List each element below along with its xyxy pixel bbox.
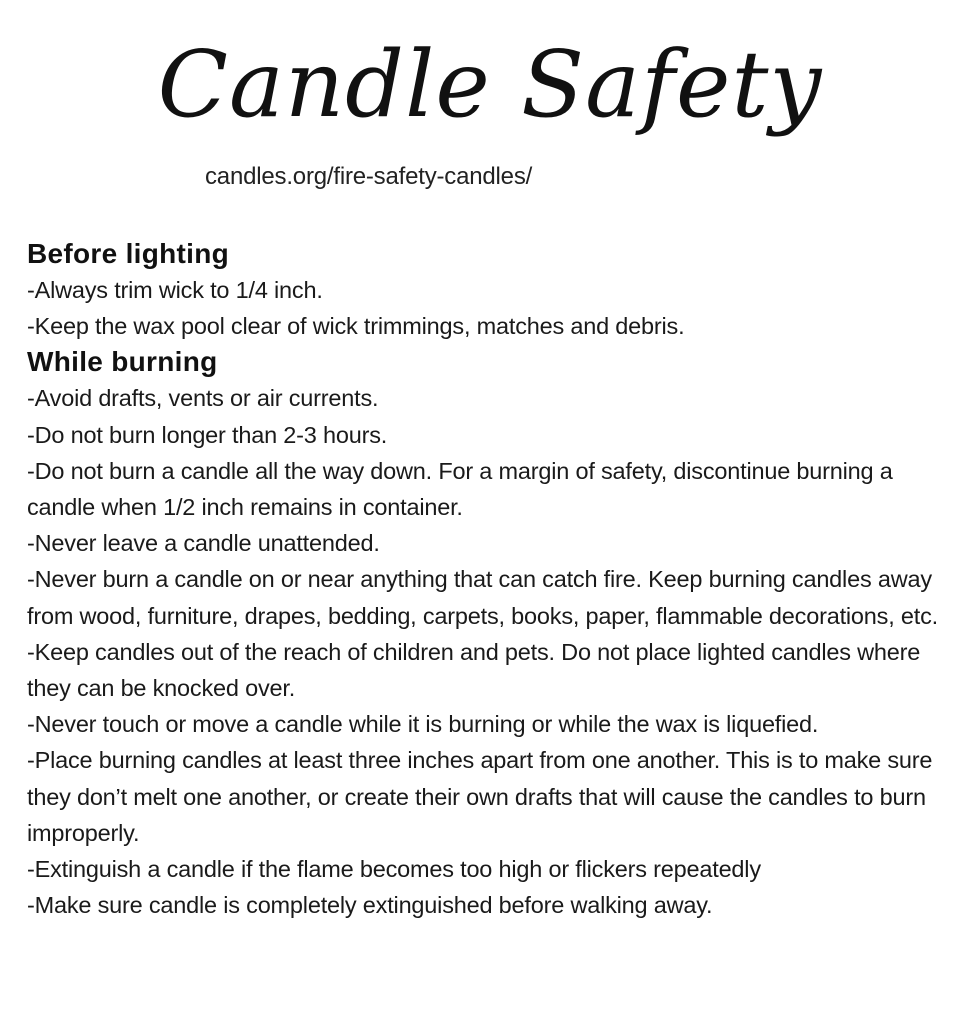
- list-item: -Extinguish a candle if the flame becomes too high or flickers repeatedly: [27, 856, 761, 883]
- list-item: -Make sure candle is completely extinguished before walking away.: [27, 892, 713, 919]
- list-item: -Never leave a candle unattended.: [27, 530, 380, 557]
- safety-content: [27, 236, 962, 923]
- section-while-burning: [27, 344, 962, 923]
- list-item: -Never burn a candle on or near anything that can catch fire. Keep burning candles away from wood, furniture, drapes, bedding, carpets, books, paper, flammable decorations, etc.: [27, 566, 938, 629]
- section-heading: Before lighting: [27, 238, 230, 269]
- list-item: -Keep candles out of the reach of children and pets. Do not place lighted candles where they can be knocked over.: [27, 638, 921, 702]
- section-heading: While burning: [27, 346, 218, 378]
- list-item: -Avoid drafts, vents or air currents.: [27, 385, 379, 412]
- list-item: -Place burning candles at least three inches apart from one another. This is to make sure they don’t melt one another, or create their own drafts that will cause the candles to burn improperly.: [27, 747, 933, 846]
- list-item: -Always trim wick to 1/4 inch.: [27, 277, 323, 303]
- list-item: -Never touch or move a candle while it is burning or while the wax is liquefied.: [27, 711, 819, 738]
- page-title: Candle Safety: [157, 31, 823, 138]
- list-item: -Do not burn a candle all the way down. For a margin of safety, discontinue burning a candle when 1/2 inch remains in container.: [27, 457, 893, 521]
- list-item: -Keep the wax pool clear of wick trimmings, matches and debris.: [27, 313, 685, 340]
- source-url: candles.org/fire-safety-candles/: [205, 163, 533, 190]
- section-before-lighting: [27, 236, 962, 344]
- list-item: -Do not burn longer than 2-3 hours.: [27, 421, 388, 448]
